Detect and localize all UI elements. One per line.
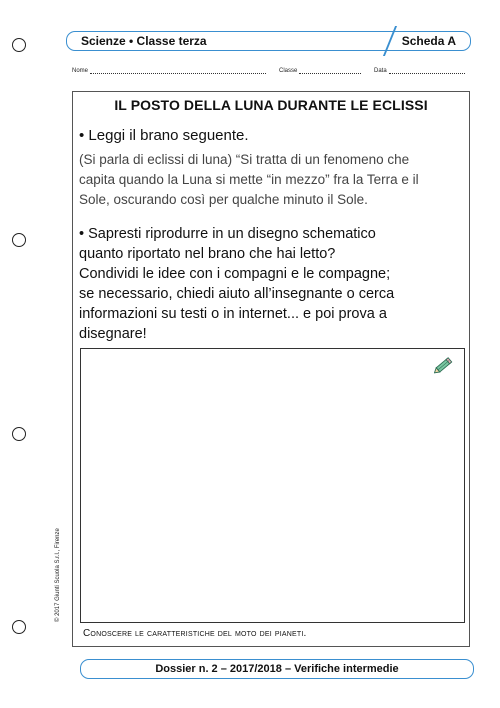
question-line: informazioni su testi o in internet... e poi prova a bbox=[79, 306, 387, 322]
exercise-box bbox=[72, 91, 470, 647]
passage-line: capita quando la Luna si mette “in mezzo” fra la Terra e il bbox=[79, 172, 419, 187]
question-line: quanto riportato nel brano che hai letto? bbox=[79, 246, 336, 262]
binder-hole-1 bbox=[12, 38, 26, 52]
question-line: disegnare! bbox=[79, 326, 147, 342]
instruction-read: • Leggi il brano seguente. bbox=[79, 127, 249, 144]
passage-line: Sole, oscurando così per qualche minuto il Sole. bbox=[79, 192, 368, 207]
passage-line: (Si parla di eclissi di luna) “Si tratta di un fenomeno che bbox=[79, 152, 410, 167]
pencil-icon bbox=[434, 353, 456, 375]
header-bar bbox=[66, 31, 471, 51]
class-field[interactable] bbox=[279, 67, 361, 74]
class-label: Classe bbox=[279, 68, 298, 74]
date-label: Data bbox=[374, 68, 387, 74]
question-line: Condividi le idee con i compagni e le compagne; bbox=[79, 266, 391, 282]
exercise-title: IL POSTO DELLA LUNA DURANTE LE ECLISSI bbox=[114, 97, 428, 113]
binder-hole-3 bbox=[12, 427, 26, 441]
date-line[interactable] bbox=[389, 67, 465, 74]
passage-text bbox=[79, 150, 467, 210]
class-line[interactable] bbox=[299, 67, 361, 74]
drawing-area[interactable] bbox=[80, 348, 465, 623]
name-label: Nome bbox=[72, 68, 89, 74]
header-subject: Scienze • Classe terza bbox=[81, 34, 207, 48]
student-info-fields bbox=[72, 67, 470, 79]
header-divider bbox=[383, 26, 397, 56]
name-line[interactable] bbox=[90, 67, 266, 74]
reading-section bbox=[79, 126, 467, 146]
header-sheet-label: Scheda A bbox=[401, 34, 456, 48]
learning-objective: Conoscere le caratteristiche del moto dei pianeti. bbox=[83, 628, 307, 639]
question-text bbox=[79, 224, 467, 344]
date-field[interactable] bbox=[374, 67, 465, 74]
name-field[interactable] bbox=[72, 67, 266, 74]
question-line: • Sapresti riprodurre in un disegno schematico bbox=[79, 226, 376, 242]
question-line: se necessario, chiedi aiuto all’insegnante o cerca bbox=[79, 286, 395, 302]
copyright-text: © 2017 Giunti Scuola S.r.l., Firenze bbox=[55, 528, 61, 622]
binder-hole-2 bbox=[12, 233, 26, 247]
dossier-footer: Dossier n. 2 – 2017/2018 – Verifiche intermedie bbox=[80, 659, 474, 679]
binder-hole-4 bbox=[12, 620, 26, 634]
